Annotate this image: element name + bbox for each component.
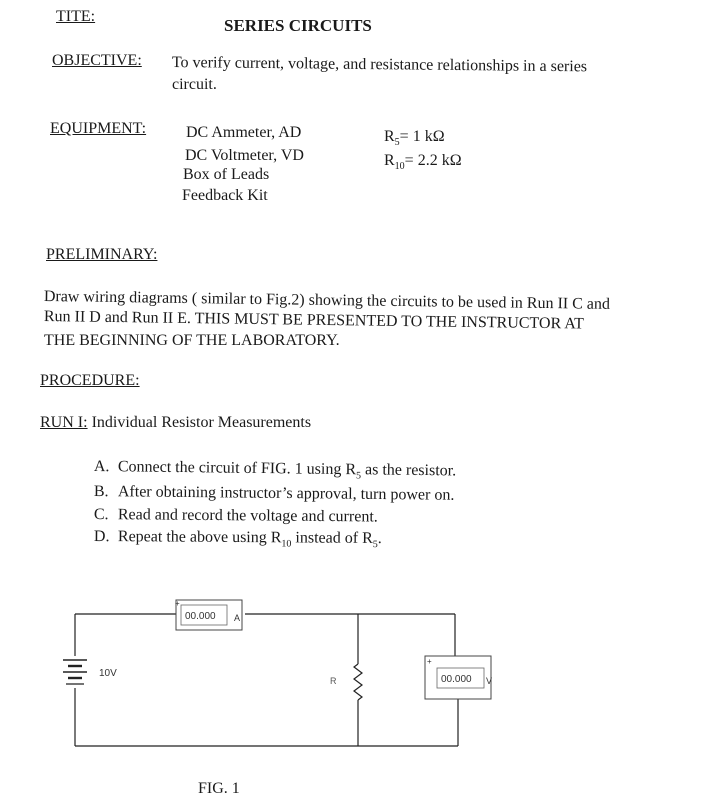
- procedure-step: C. Read and record the voltage and current.: [93, 506, 378, 526]
- voltmeter-reading: 00.000: [441, 674, 472, 685]
- resistor-spec-r5: $R_5= 1$ kΩ: [384, 128, 445, 149]
- preliminary-line-3: THE BEGINNING OF THE LABORATORY.: [44, 332, 340, 349]
- voltmeter-unit: V: [486, 676, 493, 686]
- ammeter-plus-sign: +: [175, 599, 180, 608]
- equipment-item: Box of Leads: [183, 166, 270, 183]
- preliminary-line-2: Run II D and Run II E. THIS MUST BE PRESENTED TO THE INSTRUCTOR AT: [43, 308, 584, 333]
- equipment-item: Feedback Kit: [182, 187, 268, 204]
- equipment-item: DC Voltmeter, VD: [185, 147, 304, 164]
- battery-symbol: [63, 660, 87, 684]
- ammeter: [175, 599, 242, 630]
- voltmeter: [425, 656, 492, 699]
- equipment-label: EQUIPMENT:: [50, 120, 147, 137]
- resistor-label: R: [330, 676, 337, 686]
- objective-text-line-1: To verify current, voltage, and resistance relationships in a series: [171, 54, 588, 76]
- ammeter-reading: 00.000: [185, 611, 216, 622]
- run-label: RUN I:: [40, 414, 88, 431]
- procedure-label: PROCEDURE:: [40, 372, 140, 389]
- objective-label: OBJECTIVE:: [52, 52, 142, 69]
- preliminary-line-1: Draw wiring diagrams ( similar to Fig.2) showing the circuits to be used in Run II C and: [43, 288, 611, 313]
- preliminary-label: PRELIMINARY:: [46, 246, 158, 263]
- objective-text-line-2: circuit.: [172, 76, 217, 93]
- ammeter-unit: A: [234, 613, 241, 623]
- procedure-step: B. After obtaining instructor’s approval, turn power on.: [93, 483, 455, 504]
- procedure-step: A. Connect the circuit of FIG. 1 using $R_5$ as the resistor.: [93, 458, 457, 482]
- procedure-step: D. Repeat the above using $R_{10}$ instead of $R_5$.: [93, 528, 382, 551]
- voltmeter-plus-sign: +: [427, 657, 432, 666]
- title-label: TITE:: [56, 8, 96, 25]
- resistor-symbol: [354, 664, 362, 700]
- page-title: SERIES CIRCUITS: [224, 16, 372, 35]
- figure-caption: FIG. 1: [198, 780, 240, 797]
- equipment-item: DC Ammeter, AD: [186, 124, 302, 141]
- run-title: Individual Resistor Measurements: [91, 414, 312, 431]
- source-voltage-label: 10V: [99, 668, 117, 679]
- resistor-spec-r10: $R_{10}= 2.2$ kΩ: [384, 152, 462, 173]
